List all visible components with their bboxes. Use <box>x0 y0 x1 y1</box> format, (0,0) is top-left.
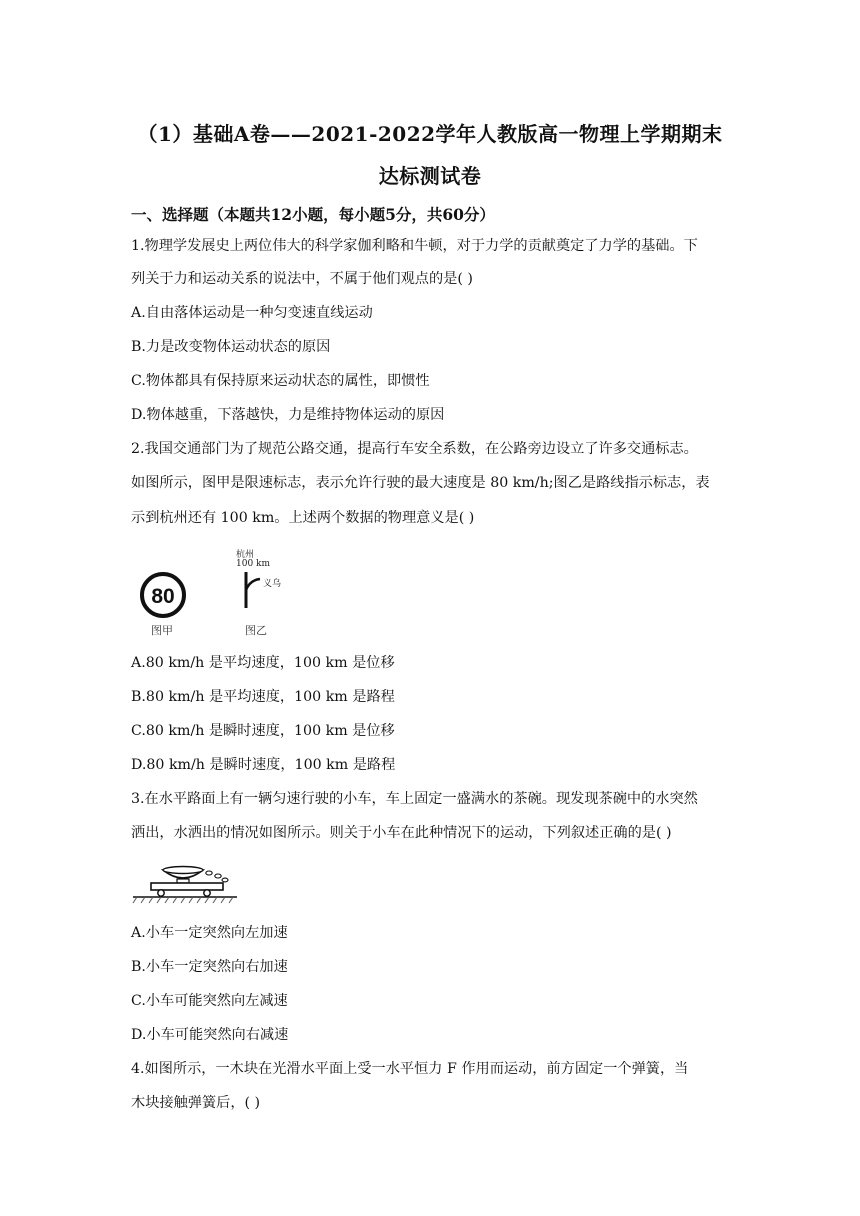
question-2-option-a: A.80 km/h 是平均速度，100 km 是位移 <box>131 655 395 671</box>
question-4-line-1: 4.如图所示，一木块在光滑水平面上受一水平恒力 F 作用而运动，前方固定一个弹簧，当 <box>131 1061 689 1077</box>
question-3-line-2: 洒出，水洒出的情况如图所示。则关于小车在此种情况下的运动，下列叙述正确的是( ) <box>131 825 672 841</box>
question-1-option-d: D.物体越重，下落越快，力是维持物体运动的原因 <box>131 407 445 423</box>
cart-with-bowl-figure <box>131 856 241 910</box>
question-1-option-c: C.物体都具有保持原来运动状态的属性，即惯性 <box>131 373 430 389</box>
figure-caption-a: 图甲 <box>151 624 173 637</box>
question-3-option-c: C.小车可能突然向左减速 <box>131 993 288 1009</box>
question-1-line-1: 1.物理学发展史上两位伟大的科学家伽利略和牛顿，对于力学的贡献奠定了力学的基础。下 <box>131 238 698 254</box>
route-sign-distance: 100 km <box>236 559 271 569</box>
question-1-option-a: A.自由落体运动是一种匀变速直线运动 <box>131 305 373 321</box>
question-2-line-1: 2.我国交通部门为了规范公路交通，提高行车安全系数，在公路旁边设立了许多交通标志。 <box>131 441 698 457</box>
question-4-line-2: 木块接触弹簧后，( ) <box>131 1095 261 1111</box>
route-sign-city: 杭州 <box>236 550 255 560</box>
question-2-line-2: 如图所示，图甲是限速标志，表示允许行驶的最大速度是 80 km/h;图乙是路线指示标志，表 <box>131 475 710 491</box>
question-2-line-3: 示到杭州还有 100 km。上述两个数据的物理意义是( ) <box>131 510 475 526</box>
question-1-option-b: B.力是改变物体运动状态的原因 <box>131 339 331 355</box>
question-3-line-1: 3.在水平路面上有一辆匀速行驶的小车，车上固定一盛满水的茶碗。现发现茶碗中的水突然 <box>131 791 698 807</box>
question-2-option-d: D.80 km/h 是瞬时速度，100 km 是路程 <box>131 757 396 773</box>
speed-limit-value: 80 <box>151 585 175 608</box>
question-3-option-a: A.小车一定突然向左加速 <box>131 925 288 941</box>
question-3-option-d: D.小车可能突然向右减速 <box>131 1027 289 1043</box>
document-title-line-2: 达标测试卷 <box>378 164 482 188</box>
question-1-line-2: 列关于力和运动关系的说法中，不属于他们观点的是( ) <box>131 271 473 287</box>
section-heading: 一、选择题（本题共12小题，每小题5分，共60分） <box>131 205 495 224</box>
question-2-option-b: B.80 km/h 是平均速度，100 km 是路程 <box>131 689 395 705</box>
speed-limit-sign-figure <box>138 570 188 620</box>
document-title-line-1: （1）基础A卷——2021-2022学年人教版高一物理上学期期末 <box>137 122 723 146</box>
question-2-option-c: C.80 km/h 是瞬时速度，100 km 是位移 <box>131 723 395 739</box>
route-sign-branch: 义乌 <box>263 579 282 589</box>
figure-caption-b: 图乙 <box>245 624 267 637</box>
question-3-option-b: B.小车一定突然向右加速 <box>131 959 288 975</box>
